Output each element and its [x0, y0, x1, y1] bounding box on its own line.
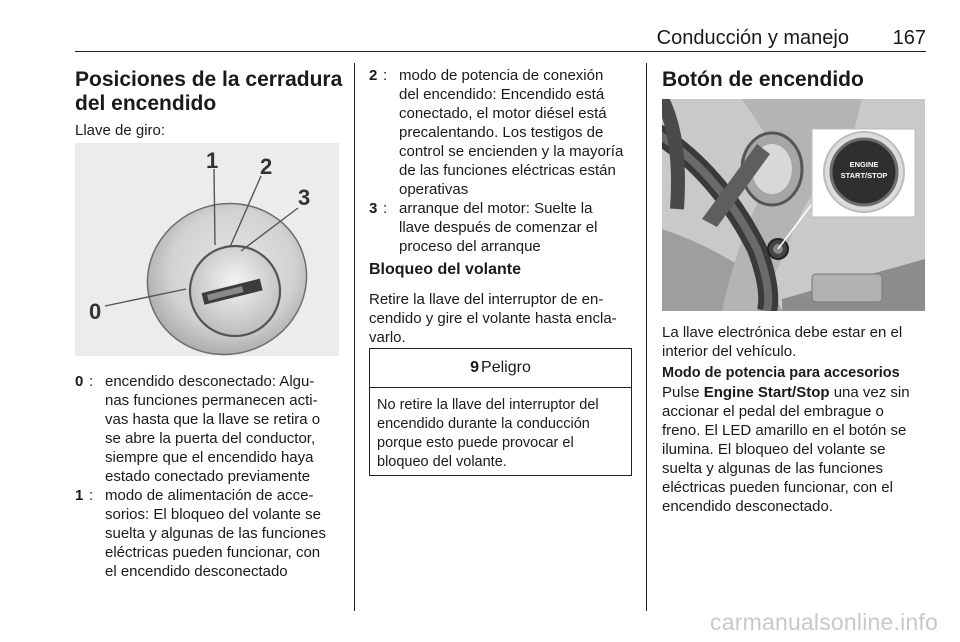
engine-start-stop-figure [662, 99, 925, 311]
start-button-title: Botón de encendido [662, 68, 864, 91]
list-item: 2 : modo de potencia de conexión del encendido: Encendido está conectado, el motor diésel está precalentando. Los testigos de control se encienden y la mayoría de las funciones eléctricas están operativas [369, 67, 624, 198]
position-label-0: 0 [89, 299, 102, 324]
position-label-1: 1 [206, 148, 219, 173]
position-label-2: 2 [260, 154, 273, 179]
position-list-left [75, 372, 350, 581]
accessory-mode-text: Pulse Engine Start/Stop una vez sin accionar el pedal del embrague o freno. El LED amarillo en el botón se ilumina. El bloqueo del volante se suelta y algunas de las funciones eléctricas pueden funcionar, con el encendido desconectado. [662, 384, 910, 515]
danger-title: Peligro [481, 359, 531, 376]
danger-header [370, 349, 631, 388]
page-header [75, 25, 926, 52]
page-number: 167 [892, 27, 926, 49]
ignition-key-figure [75, 143, 339, 356]
danger-box [369, 348, 632, 476]
accessory-mode-heading: Modo de potencia para accesorios [662, 365, 900, 381]
position-label-3: 3 [298, 185, 311, 210]
list-item: 1 : modo de alimentación de acce- sorios: El bloqueo del volante se suelta y algunas de las funciones eléctricas pueden funcionar, con el encendido desconectado [75, 487, 326, 580]
steering-lock-text: Retire la llave del interruptor de en- cendido y gire el volante hasta encla- varlo. [369, 291, 617, 346]
column-divider [354, 63, 355, 611]
position-list-middle [369, 66, 639, 256]
danger-body: No retire la llave del interruptor del encendido durante la conducción porque esto puede provocar el bloqueo del volante. [377, 397, 599, 470]
list-item: 3 : arranque del motor: Suelte la llave después de comenzar el proceso del arranque [369, 200, 598, 255]
engine-start-stop-term: Engine Start/Stop [703, 384, 830, 401]
steering-lock-heading: Bloqueo del volante [369, 261, 522, 278]
key-type-label: Llave de giro: [75, 122, 166, 139]
warning-icon: 9 [470, 359, 480, 376]
watermark: carmanualsonline.info [710, 609, 938, 635]
key-inside-text: La llave electrónica debe estar en el interior del vehículo. [662, 324, 903, 360]
ignition-positions-title: Posiciones de la cerradura del encendido [75, 68, 343, 115]
engine-label: ENGINE [849, 160, 879, 169]
column-divider [646, 63, 647, 611]
start-stop-label: START/STOP [840, 171, 888, 180]
section-title: Conducción y manejo [656, 27, 849, 49]
list-item: 0 : encendido desconectado: Algu- nas funciones permanecen acti- vas hasta que la llave se retira o se abre la puerta del conductor, siempre que el encendido haya estado conectado previamente [75, 373, 321, 485]
